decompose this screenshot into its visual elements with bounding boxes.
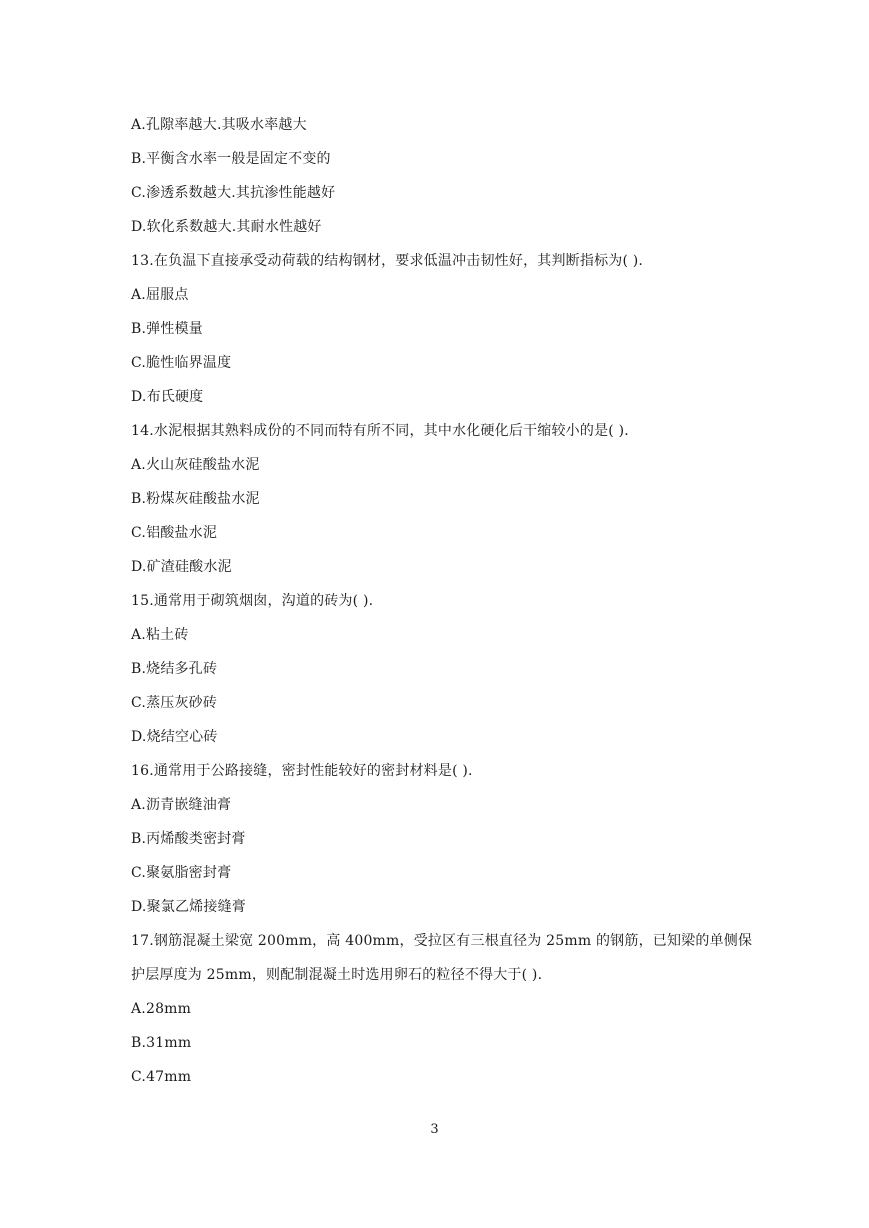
answer-option: B.平衡含水率一般是固定不变的 [131, 151, 331, 167]
question-line: 17.钢筋混凝土梁宽 200mm，高 400mm，受拉区有三根直径为 25mm 的钢筋，已知梁的单侧保 [131, 933, 753, 949]
answer-option: C.聚氨脂密封膏 [131, 865, 232, 881]
answer-option: C.47mm [131, 1069, 192, 1085]
question-stem [131, 414, 751, 448]
page-number: 3 [430, 1122, 439, 1137]
answer-option: D.聚氯乙烯接缝膏 [131, 899, 246, 915]
question-stem [131, 584, 751, 618]
answer-option: A.孔隙率越大.其吸水率越大 [131, 117, 307, 133]
answer-option: A.28mm [131, 1001, 192, 1017]
answer-option: B.粉煤灰硅酸盐水泥 [131, 491, 260, 507]
answer-option: D.布氏硬度 [131, 389, 204, 405]
question-stem [131, 754, 751, 788]
question-line: 16.通常用于公路接缝，密封性能较好的密封材料是( ). [131, 763, 473, 779]
answer-option: B.弹性模量 [131, 321, 203, 337]
answer-option: D.矿渣硅酸水泥 [131, 559, 232, 575]
answer-option: B.烧结多孔砖 [131, 661, 218, 677]
question-stem [131, 244, 751, 278]
answer-option: D.软化系数越大.其耐水性越好 [131, 219, 322, 235]
answer-option: D.烧结空心砖 [131, 729, 218, 745]
answer-option: B.31mm [131, 1035, 192, 1051]
question-stem [131, 924, 751, 992]
document-body [131, 108, 751, 1094]
question-line: 14.水泥根据其熟料成份的不同而特有所不同，其中水化硬化后干缩较小的是( ). [131, 423, 629, 439]
answer-option: B.丙烯酸类密封膏 [131, 831, 246, 847]
answer-option: A.火山灰硅酸盐水泥 [131, 457, 260, 473]
question-line: 13.在负温下直接承受动荷载的结构钢材，要求低温冲击韧性好，其判断指标为( ). [131, 253, 644, 269]
answer-option: A.粘土砖 [131, 627, 189, 643]
question-line: 护层厚度为 25mm，则配制混凝土时选用卵石的粒径不得大于( ). [131, 967, 543, 983]
question-line: 15.通常用于砌筑烟囱，沟道的砖为( ). [131, 593, 374, 609]
answer-option: C.渗透系数越大.其抗渗性能越好 [131, 185, 336, 201]
answer-option: C.脆性临界温度 [131, 355, 232, 371]
answer-option: C.蒸压灰砂砖 [131, 695, 218, 711]
answer-option: C.铝酸盐水泥 [131, 525, 218, 541]
answer-option: A.沥青嵌缝油膏 [131, 797, 232, 813]
answer-option: A.屈服点 [131, 287, 189, 303]
